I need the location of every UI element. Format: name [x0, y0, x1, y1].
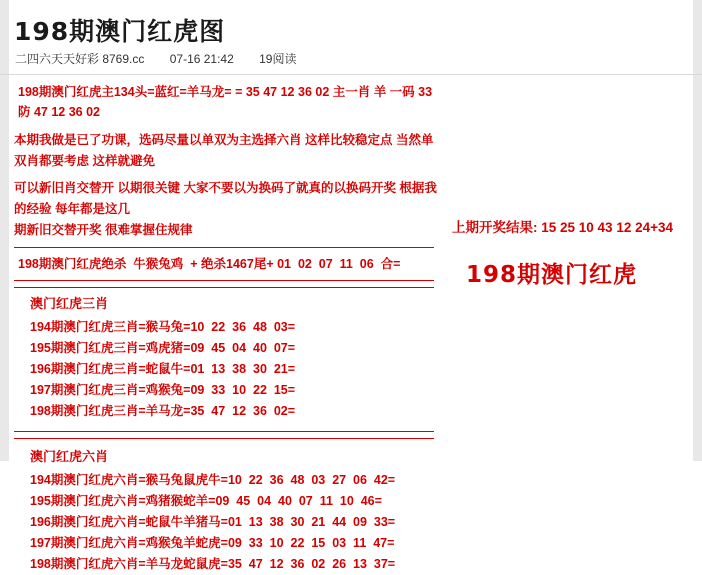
list-item: 196期澳门红虎六肖=蛇鼠牛羊猪马=01 13 38 30 21 44 09 33=	[30, 515, 396, 529]
meta-line	[15, 50, 318, 67]
divider-rule-5	[14, 438, 434, 439]
list-item: 195期澳门红虎六肖=鸡猪猴蛇羊=09 45 04 40 07 11 10 46=	[30, 494, 382, 508]
section-title-three: 澳门红虎三肖	[30, 296, 109, 311]
article-body	[14, 82, 444, 575]
page-title: 198期澳门红虎图	[14, 17, 226, 46]
right-margin-strip	[693, 0, 702, 461]
view-count: 19阅读	[259, 52, 297, 66]
left-margin-strip	[0, 0, 9, 461]
headline-graphic-text: 198期澳门红虎	[466, 262, 638, 288]
main-forecast-line: 198期澳门红虎主134头=蓝红=羊马龙= = 35 47 12 36 02 主一肖 羊 一码 33 防 47 12 36 02	[18, 85, 433, 119]
absolute-kill-line: 198期澳门红虎绝杀 牛猴兔鸡 + 绝杀1467尾+ 01 02 07 11 06 合=	[18, 257, 401, 271]
section-title-six: 澳门红虎六肖	[30, 449, 109, 464]
divider-rule-4	[14, 431, 434, 432]
header-divider	[0, 74, 702, 75]
list-item: 197期澳门红虎三肖=鸡猴兔=09 33 10 22 15=	[30, 383, 296, 397]
list-item: 198期澳门红虎三肖=羊马龙=35 47 12 36 02=	[30, 404, 296, 418]
list-item: 195期澳门红虎三肖=鸡虎猪=09 45 04 40 07=	[30, 341, 296, 355]
divider-rule-3	[14, 287, 434, 288]
paragraph-line-2: 可以新旧肖交替开 以期很关键 大家不要以为换码了就真的以换码开奖 根据我的经验 每年都是这几	[14, 181, 437, 216]
divider-rule-2	[14, 280, 434, 281]
divider-rule-1	[14, 247, 434, 248]
source-site: 二四六天天好彩 8769.cc	[15, 52, 145, 66]
list-item: 198期澳门红虎六肖=羊马龙蛇鼠虎=35 47 12 36 02 26 13 37=	[30, 557, 396, 571]
list-item: 196期澳门红虎三肖=蛇鼠牛=01 13 38 30 21=	[30, 362, 296, 376]
list-item: 194期澳门红虎六肖=猴马兔鼠虎牛=10 22 36 48 03 27 06 42=	[30, 473, 396, 487]
paragraph-line-3: 期新旧交替开奖 很难掌握住规律	[14, 223, 193, 237]
list-item: 194期澳门红虎三肖=猴马兔=10 22 36 48 03=	[30, 320, 296, 334]
paragraph-line-1: 本期我做是已了功课，选码尽量以单双为主选择六肖 这样比较稳定点 当然单双肖都要考虑 这样就避免	[14, 133, 434, 168]
previous-result-text: 上期开奖结果: 15 25 10 43 12 24+34	[452, 220, 673, 235]
post-date: 07-16 21:42	[169, 52, 234, 66]
list-item: 197期澳门红虎六肖=鸡猴兔羊蛇虎=09 33 10 22 15 03 11 47=	[30, 536, 395, 550]
